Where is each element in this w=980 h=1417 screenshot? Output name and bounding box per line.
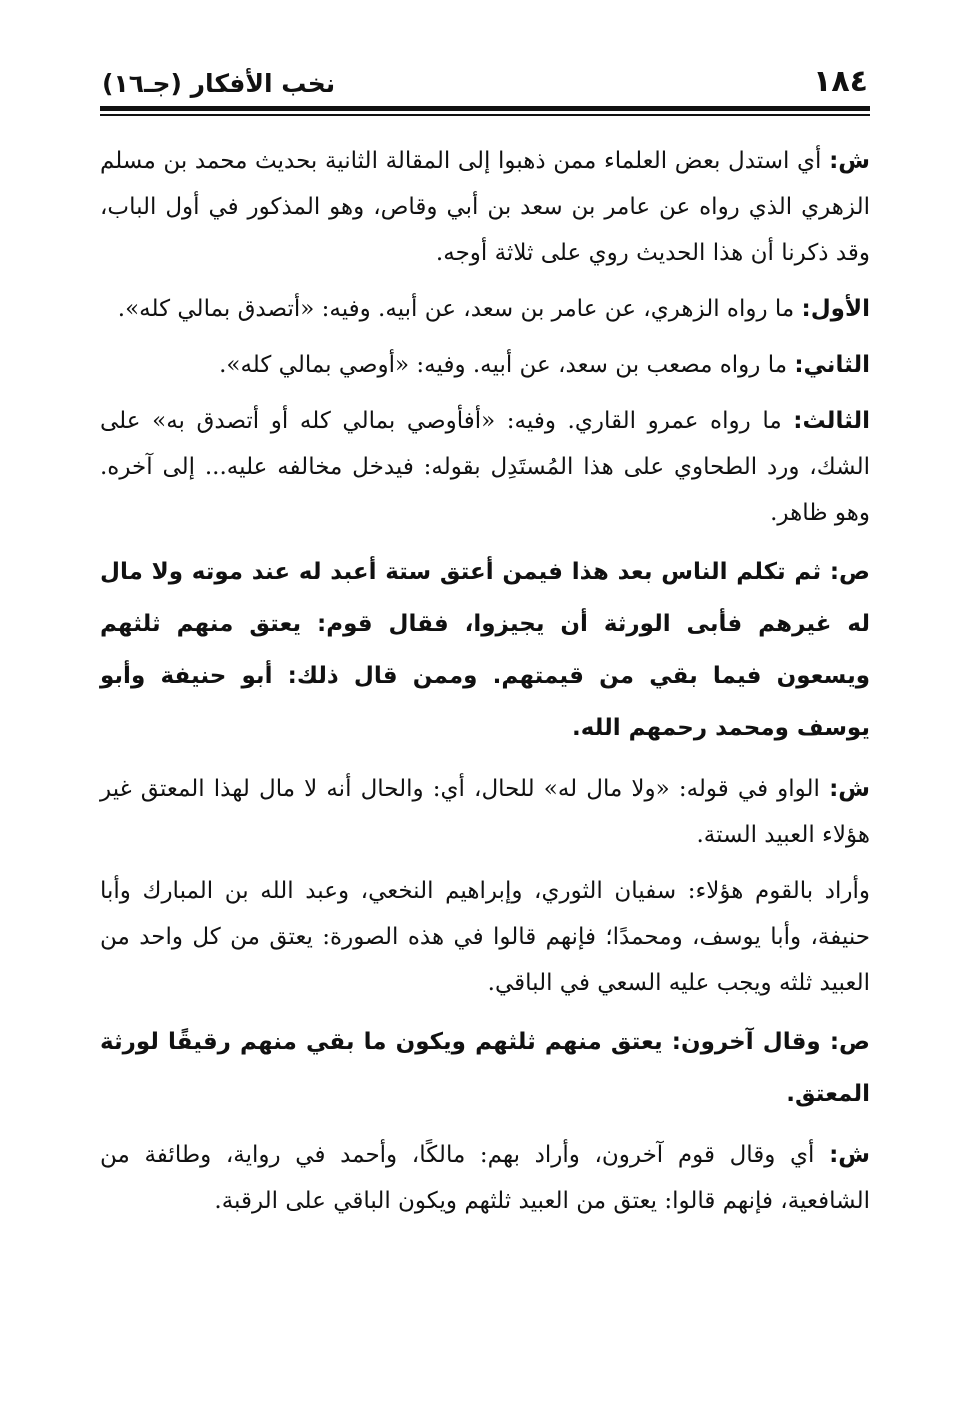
paragraph-text: الواو في قوله: «ولا مال له» للحال، أي: والحال أنه لا مال لهذا المعتق غير هؤلاء العبيد الستة.: [100, 776, 870, 848]
paragraph-text: وقال آخرون: يعتق منهم ثلثهم ويكون ما بقي منهم رقيقًا لورثة المعتق.: [100, 1029, 870, 1107]
paragraph-commentary-4: [100, 1132, 870, 1224]
paragraph-lead: ش:: [829, 1142, 870, 1168]
paragraph-lead: ص:: [829, 1029, 870, 1055]
header-rule-thin: [100, 114, 870, 116]
page-number: ١٨٤: [813, 64, 868, 99]
paragraph-lead: ش:: [829, 776, 870, 802]
body-text: [100, 138, 870, 1224]
paragraph-commentary-2: [100, 766, 870, 858]
paragraph-text: ما رواه عمرو القاري. وفيه: «أفأوصي بمالي كله أو أتصدق به» على الشك، ورد الطحاوي على هذا المُستَدِل بقوله: فيدخل مخالفه عليه... إلى آخره. وهو ظاهر.: [100, 408, 870, 526]
paragraph-text: ما رواه مصعب بن سعد، عن أبيه. وفيه: «أوصي بمالي كله».: [219, 352, 795, 378]
paragraph-lead: الثالث:: [793, 408, 870, 434]
paragraph-text: وأراد بالقوم هؤلاء: سفيان الثوري، وإبراهيم النخعي، وعبد الله بن المبارك وأبا حنيفة، وأبا يوسف، ومحمدًا؛ فإنهم قالوا في هذه الصورة: يعتق من كل واحد من العبيد ثلثه ويجب عليه السعي في الباقي.: [100, 878, 870, 996]
header-rule-thick: [100, 106, 870, 111]
page: [100, 60, 870, 1234]
paragraph-text: ما رواه الزهري، عن عامر بن سعد، عن أبيه. وفيه: «أتصدق بمالي كله».: [117, 296, 802, 322]
paragraph-commentary-1: [100, 138, 870, 276]
paragraph-second-version: [100, 342, 870, 388]
paragraph-text: أي استدل بعض العلماء ممن ذهبوا إلى المقالة الثانية بحديث محمد بن مسلم الزهري الذي رواه عن عامر بن سعد بن أبي وقاص، وهو المذكور في أول الباب، وقد ذكرنا أن هذا الحديث روي على ثلاثة أوجه.: [100, 148, 870, 266]
page-header: [100, 60, 870, 104]
running-title: نخب الأفكار (جـ١٦): [102, 69, 336, 98]
paragraph-text: أي وقال قوم آخرون، وأراد بهم: مالكًا، وأحمد في رواية، وطائفة من الشافعية، فإنهم قالوا: يعتق من العبيد ثلثهم ويكون الباقي على الرقبة.: [100, 1142, 870, 1214]
paragraph-text: ثم تكلم الناس بعد هذا فيمن أعتق ستة أعبد له عند موته ولا مال له غيرهم فأبى الورثة أن يجيزوا، فقال قوم: يعتق منهم ثلثهم ويسعون فيما بقي من قيمتهم. وممن قال ذلك: أبو حنيفة وأبو يوسف ومحمد رحمهم الله.: [100, 559, 870, 741]
paragraph-first-version: [100, 286, 870, 332]
paragraph-third-version: [100, 398, 870, 536]
paragraph-commentary-3: [100, 868, 870, 1006]
paragraph-main-text-1: [100, 546, 870, 754]
paragraph-lead: ش:: [829, 148, 870, 174]
paragraph-lead: ص:: [829, 559, 870, 585]
paragraph-lead: الأول:: [801, 296, 870, 322]
paragraph-lead: الثاني:: [794, 352, 870, 378]
paragraph-main-text-2: [100, 1016, 870, 1120]
